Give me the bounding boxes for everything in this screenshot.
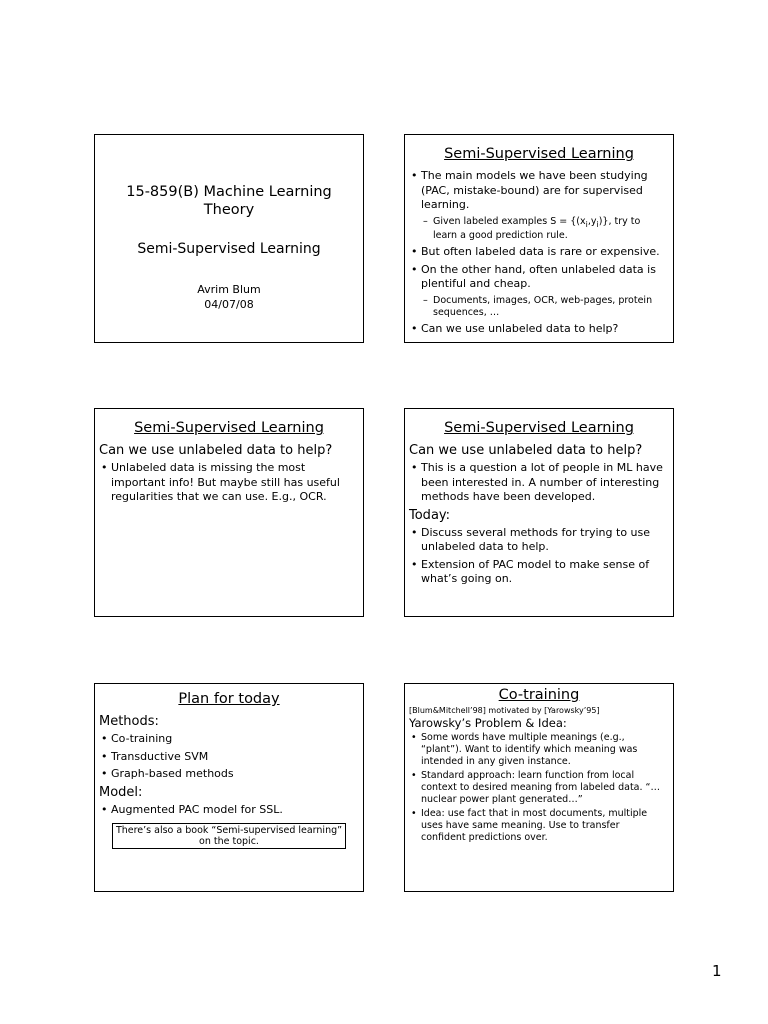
question-heading: Can we use unlabeled data to help? [409,443,643,458]
bullet-item: • Discuss several methods for trying to use unlabeled data to help. [411,526,667,555]
bullet-list [411,461,667,505]
bullet-item: • Unlabeled data is missing the most important info! But maybe still has useful regularities that we can use. E.g., OCR. [101,461,357,505]
today-heading: Today: [409,507,451,523]
slide-ssl-today [404,408,674,617]
date: 04/07/08 [204,298,254,311]
slide-ssl-intro [404,134,674,343]
lecture-subtitle: Semi-Supervised Learning [137,241,321,257]
slide-heading: Semi-Supervised Learning [444,146,634,162]
slide-heading: Semi-Supervised Learning [444,420,634,436]
slide-heading: Semi-Supervised Learning [134,420,324,436]
course-title: 15-859(B) Machine Learning Theory [126,184,332,218]
bullet-list [411,732,667,844]
bullet-item: • Idea: use fact that in most documents, multiple uses have same meaning. Use to transfer confident predictions over. [411,808,667,844]
yarowsky-heading: Yarowsky’s Problem & Idea: [409,716,567,730]
bullet-item: • Can we use unlabeled data to help? [411,322,667,337]
page-number: 1 [712,962,722,980]
bullet-list [411,526,667,587]
bullet-list [411,169,667,336]
methods-heading: Methods: [99,714,159,729]
slide-cotraining [404,683,674,892]
bullet-item: • On the other hand, often unlabeled data is plentiful and cheap. [411,263,667,292]
bullet-item: • Extension of PAC model to make sense of what’s going on. [411,558,667,587]
bullet-item: • This is a question a lot of people in ML have been interested in. A number of interesting methods have been developed. [411,461,667,505]
bullet-item: • The main models we have been studying (PAC, mistake-bound) are for supervised learning. [411,169,667,213]
bullet-list [101,732,357,782]
sub-bullet-item: – Given labeled examples $S = \{(x_i,y_i)\}$, try to learn a good prediction rule. [411,216,667,243]
citation: [Blum&Mitchell’98] motivated by [Yarowsky’95] [409,706,600,715]
author: Avrim Blum [197,283,261,296]
slide-heading: Plan for today [178,691,280,707]
slide-ssl-question [94,408,364,617]
slide-heading: Co-training [498,687,580,703]
bullet-list [101,803,357,818]
bullet-item: • But often labeled data is rare or expensive. [411,245,667,260]
question-heading: Can we use unlabeled data to help? [99,443,333,458]
slide-plan [94,683,364,892]
book-note-box: There’s also a book “Semi-supervised learning” on the topic. [112,823,346,849]
bullet-item: • Graph-based methods [101,767,357,782]
bullet-item: • Augmented PAC model for SSL. [101,803,357,818]
model-heading: Model: [99,784,143,800]
sub-bullet-item: – Documents, images, OCR, web-pages, protein sequences, … [411,295,667,319]
bullet-item: • Transductive SVM [101,750,357,765]
slide-title [94,134,364,343]
bullet-item: • Standard approach: learn function from local context to desired meaning from labeled data. “…nuclear power plant generated…” [411,770,667,806]
bullet-list [101,461,357,505]
bullet-item: • Co-training [101,732,357,747]
bullet-item: • Some words have multiple meanings (e.g., “plant”). Want to identify which meaning was intended in any given instance. [411,732,667,768]
